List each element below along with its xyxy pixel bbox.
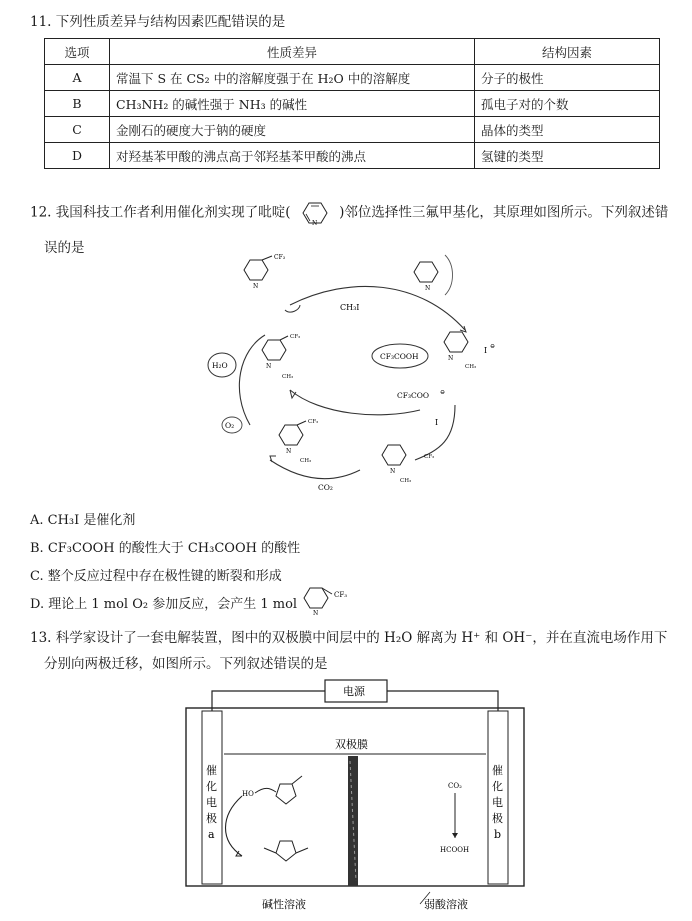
table-cell: CH₃NH₂ 的碱性强于 NH₃ 的碱性 [110, 91, 475, 117]
q11-stem: 11. 下列性质差异与结构因素匹配错误的是 [30, 14, 286, 30]
iodide-label-2: I [435, 418, 439, 427]
pyridine-n-label: N [311, 220, 318, 226]
power-label: 电源 [343, 685, 365, 698]
fdca-ring [276, 841, 296, 861]
table-row [45, 143, 660, 169]
pyridinium-intermediate-left [262, 334, 300, 380]
table-cell: D [45, 143, 110, 169]
table-header-structure: 结构因素 [475, 39, 660, 65]
q12-option-b: B. CF₃COOH 的酸性大于 CH₃COOH 的酸性 [30, 541, 301, 556]
cf3-label: CF₃ [308, 419, 319, 425]
table-cell: 金刚石的硬度大于钠的硬度 [110, 117, 475, 143]
electrode-a-char: a [208, 828, 215, 841]
table-cell: A [45, 65, 110, 91]
cf3-label: CF₃ [424, 454, 435, 460]
ch3-label: CH₃ [300, 458, 312, 464]
co2-label: CO₂ [318, 483, 333, 492]
electrode-b-char: 极 [492, 812, 503, 825]
q11-table [44, 38, 660, 169]
svg-text:⊖: ⊖ [490, 343, 496, 350]
table-cell: 孤电子对的个数 [475, 91, 660, 117]
electrode-b-char: 化 [492, 780, 503, 793]
n-label: N [286, 448, 292, 455]
o2-label: O₂ [225, 421, 235, 430]
electrode-a-char: 极 [206, 812, 217, 825]
n-label: N [253, 283, 259, 290]
cf3-label: CF₃ [274, 254, 286, 261]
catalytic-cycle-diagram [190, 250, 510, 500]
table-row [45, 117, 660, 143]
n-label: N [425, 285, 431, 292]
n-label: N [448, 355, 454, 362]
electrode-a-char: 催 [206, 764, 217, 777]
pyridine-structure [295, 200, 335, 226]
table-header-property: 性质差异 [110, 39, 475, 65]
trifluoromethylpyridine-top [244, 254, 286, 290]
q12-option-a: A. CH₃I 是催化剂 [30, 513, 136, 528]
ch3-label: CH₃ [282, 374, 294, 380]
cf3coo-label: CF₃COO [397, 391, 429, 400]
n-methylpyridinium-right [444, 332, 495, 370]
electrode-b-char: 催 [492, 764, 503, 777]
table-cell: 晶体的类型 [475, 117, 660, 143]
ch3-label: CH₃ [465, 364, 477, 370]
svg-text:⊖: ⊖ [440, 389, 446, 396]
trifluoromethylpyridine-structure [300, 582, 366, 616]
q13-stem-line1: 13. 科学家设计了一套电解装置，图中的双极膜中间层中的 H₂O 解离为 H⁺ 和 OH⁻，并在直流电场作用下 [30, 630, 668, 646]
q12-stem-b: )邻位选择性三氟甲基化，其原理如图所示。下列叙述错 [339, 204, 669, 221]
q12-option-c: C. 整个反应过程中存在极性键的断裂和形成 [30, 569, 282, 584]
n-label: N [390, 468, 396, 475]
q13-stem-line2: 分别向两极迁移，如图所示。下列叙述错误的是 [44, 656, 328, 672]
table-cell: B [45, 91, 110, 117]
electrode-b-char: 电 [492, 796, 503, 809]
cf3-label: CF₃ [290, 334, 301, 340]
table-cell: C [45, 117, 110, 143]
cf3cooh-label: CF₃COOH [380, 352, 419, 361]
electrode-a-char: 化 [206, 780, 217, 793]
q12-stem [30, 200, 668, 226]
table-row [45, 65, 660, 91]
left-solution-label: 碱性溶液 [262, 898, 306, 911]
pyridine-top-right [414, 255, 453, 295]
co2-label: CO₂ [448, 782, 462, 790]
ch3i-label: CH₃I [340, 303, 360, 312]
table-header-option: 选项 [45, 39, 110, 65]
table-row [45, 91, 660, 117]
q12-option-d: D. 理论上 1 mol O₂ 参加反应，会产生 1 mol [30, 597, 298, 612]
ch3-label: CH₃ [400, 478, 412, 484]
electrode-a-char: 电 [206, 796, 217, 809]
table-header-row [45, 39, 660, 65]
membrane-label: 双极膜 [335, 738, 368, 751]
table-cell: 分子的极性 [475, 65, 660, 91]
pyridinium-ylide-lower-right [382, 445, 434, 484]
table-cell: 常温下 S 在 CS₂ 中的溶解度强于在 H₂O 中的溶解度 [110, 65, 475, 91]
dihydropyridine-lower-left [279, 419, 318, 464]
table-cell: 氢键的类型 [475, 143, 660, 169]
iodide-label: I [484, 346, 488, 355]
cf3-label: CF₃ [334, 591, 348, 599]
electrolysis-apparatus-diagram [180, 676, 530, 921]
hmf-ring [276, 784, 296, 804]
h2o-label: H₂O [212, 361, 228, 370]
q12-stem-c: 误的是 [44, 240, 85, 256]
n-label: N [313, 610, 319, 616]
ho-label: HO [242, 790, 254, 798]
n-label: N [266, 363, 272, 370]
table-cell: 对羟基苯甲酸的沸点高于邻羟基苯甲酸的沸点 [110, 143, 475, 169]
right-solution-label: 弱酸溶液 [424, 898, 468, 911]
hcooh-label: HCOOH [440, 846, 470, 854]
q12-stem-a: 12. 我国科技工作者利用催化剂实现了吡啶( [30, 204, 291, 221]
electrode-b-char: b [494, 828, 502, 841]
